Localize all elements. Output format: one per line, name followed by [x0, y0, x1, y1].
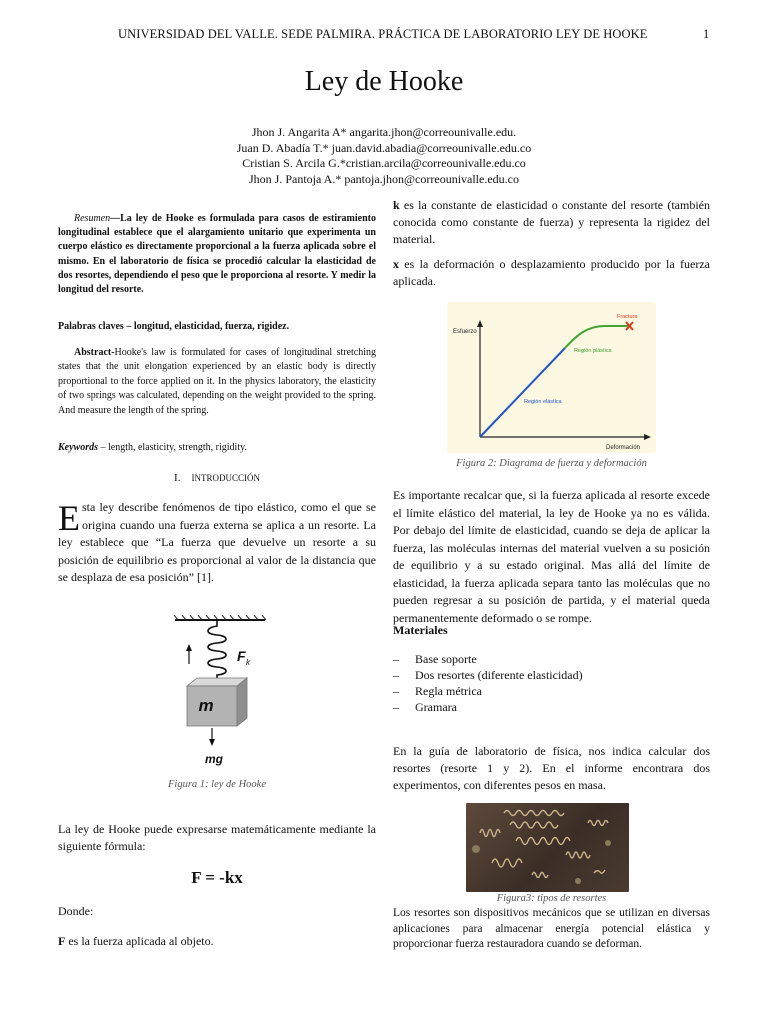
var-x: x — [393, 257, 399, 271]
material-3: Regla métrica — [415, 684, 482, 698]
force-subscript: k — [246, 658, 250, 667]
author-4: Jhon J. Pantoja A.* pantoja.jhon@correounivalle.edu.co — [249, 171, 519, 186]
abstract-en — [58, 346, 376, 418]
drop-cap: E — [58, 498, 80, 538]
section-number: I. — [174, 472, 181, 484]
weight-arrow-head — [209, 739, 215, 746]
lab-guide-paragraph: En la guía de laboratorio de física, nos indica calcular dos resortes (resorte 1 y 2). En el informe encontrara dos experimentos, con diferentes pesos en masa. — [393, 744, 710, 792]
force-label: F — [237, 648, 246, 664]
definition-k — [393, 197, 710, 248]
plastic-region-label: Región plástica — [574, 348, 612, 354]
abstract-es-text: —La ley de Hooke es formulada para casos de estiramiento longitudinal establece que el alargamiento unitario que experimenta un cuerpo elástico es directamente proporcional a la fuerza aplicada sobre el mismo. En el laboratorio de física se procedió calcular la elasticidad de dos resortes, dependiendo el peso que le proporciona al resorte. Y medir la longitud del resorte. — [58, 213, 376, 296]
x-axis-label: Deformación — [606, 445, 641, 451]
y-axis-label: Esfuerzo — [453, 329, 477, 335]
section-title: INTRODUCCIÓN — [191, 473, 260, 483]
elastic-region-label: Región elástica — [524, 399, 562, 405]
material-4: Gramara — [415, 700, 457, 714]
list-item: – Base soporte — [393, 652, 477, 666]
var-f: F — [58, 934, 66, 948]
keywords-es: Palabras claves – longitud, elasticidad, fuerza, rigidez. — [58, 321, 290, 332]
keywords-en — [58, 442, 376, 453]
author-list — [0, 125, 768, 187]
force-arrow-head — [186, 644, 192, 651]
author-1: Jhon J. Angarita A* angarita.jhon@correounivalle.edu. — [251, 125, 517, 139]
paper-title: Ley de Hooke — [304, 66, 464, 97]
figure-1-spring-diagram — [170, 614, 280, 774]
weight-label: mg — [205, 752, 223, 766]
definition-k-text: es la constante de elasticidad o constante del resorte (también conocida como constante de fuerza) y representa la rigidez del material. — [393, 198, 710, 246]
elastic-limit-paragraph: Es importante recalcar que, si la fuerza aplicada al resorte excede el límite elástico del material, la ley de Hooke ya no es válida. Por debajo del límite de elasticidad, cuando se deja de aplicar la fuerza, las moléculas internas del material vuelven a su posición de equilibrio y a su estado original. Mas allá del límite de elasticidad, la fuerza aplicada separa tanto las moléculas que no pueden regresar a su posición de partida, y el material queda permanentemente deformado o se rompe. — [393, 488, 710, 625]
spring-coil — [208, 620, 226, 680]
running-header: UNIVERSIDAD DEL VALLE. SEDE PALMIRA. PRÁCTICA DE LABORATORIO LEY DE HOOKE — [118, 27, 648, 41]
intro-text: sta ley describe fenómenos de tipo elástico, como el que se origina cuando una fuerza externa se aplica a un resorte. La ley establece que “La fuerza que devuelve un resorte a su posición de equilibrio es proporcional al valor de la distancia que se desplaza de esa posición” [1]. — [58, 500, 376, 584]
figure-2-stress-strain-diagram — [447, 302, 656, 453]
var-k: k — [393, 198, 400, 212]
abstract-en-lead: Abstract- — [74, 347, 115, 358]
definition-f-text: es la fuerza aplicada al objeto. — [65, 934, 214, 948]
list-item: – Dos resortes (diferente elasticidad) — [393, 668, 583, 682]
definition-x — [393, 256, 710, 290]
figure-2-caption: Figura 2: Diagrama de fuerza y deformación — [456, 458, 647, 469]
page-number: 1 — [703, 27, 710, 41]
mass-label: m — [198, 696, 214, 715]
hooke-formula: F = -kx — [191, 868, 243, 887]
keywords-en-lead: Keywords — [58, 442, 98, 453]
mass-block-side — [237, 678, 247, 726]
intro-paragraph — [58, 499, 376, 587]
figure-3-springs-photo — [466, 803, 629, 892]
abstract-es-lead: Resumen — [74, 213, 111, 224]
springs-paragraph: Los resortes son dispositivos mecánicos que se utilizan en diversas aplicaciones para almacenar energía potencial elástica y proporcionar fuerza restauradora cuando se deforman. — [393, 907, 710, 950]
material-1: Base soporte — [415, 652, 477, 666]
materials-heading: Materiales — [393, 623, 448, 637]
fracture-label: Fractura — [617, 314, 638, 320]
list-item: – Regla métrica — [393, 684, 482, 698]
material-2: Dos resortes (diferente elasticidad) — [415, 668, 583, 682]
abstract-en-text: Hooke's law is formulated for cases of longitudinal stretching states that the unit elongation experienced by an elastic body is directly proportional to the force applied on it. In the physics laboratory, the elasticity of two springs was calculated, depending on the weight provided to the spring. And measure the length of the spring. — [58, 347, 376, 416]
materials-list — [393, 651, 710, 715]
formula-intro: La ley de Hooke puede expresarse matemáticamente mediante la siguiente fórmula: — [58, 822, 376, 853]
spring-coils — [480, 811, 608, 878]
author-2: Juan D. Abadía T.* juan.david.abadia@correounivalle.edu.co — [236, 140, 532, 155]
abstract-es — [58, 212, 376, 297]
springs-photo-illustration — [466, 803, 629, 892]
figure-1-caption: Figura 1: ley de Hooke — [168, 779, 266, 790]
list-item: – Gramara — [393, 700, 457, 714]
definition-x-text: es la deformación o desplazamiento producido por la fuerza aplicada. — [393, 257, 710, 288]
section-heading — [58, 472, 376, 484]
donde-label: Donde: — [58, 904, 94, 918]
figure-3-caption: Figura3: tipos de resortes — [496, 893, 607, 904]
keywords-en-text: – length, elasticity, strength, rigidity. — [98, 442, 247, 453]
definition-f — [58, 933, 376, 950]
author-3: Cristian S. Arcila G.*cristian.arcila@correounivalle.edu.co — [242, 156, 526, 170]
